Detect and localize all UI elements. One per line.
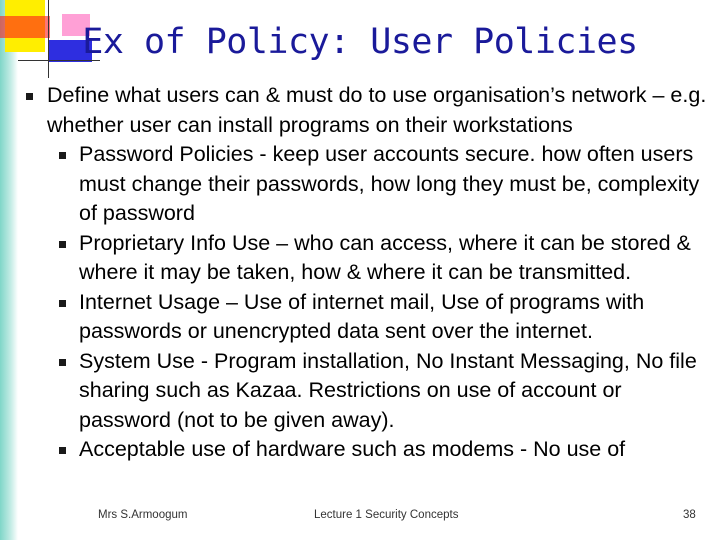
sub-bullet-text: Internet Usage – Use of internet mail, Use of programs with passwords or unencrypted data sent over the internet.	[79, 289, 645, 343]
sub-bullet-item	[20, 347, 710, 436]
slide-title: Ex of Policy: User Policies	[82, 22, 638, 62]
sub-bullet-text: Password Policies - keep user accounts secure. how often users must change their passwords, how long they must be, complexity of password	[79, 142, 700, 225]
footer-page-number: 38	[683, 509, 696, 521]
footer-author: Mrs S.Armoogum	[98, 509, 188, 521]
sub-bullet-text: System Use - Program installation, No Instant Messaging, No file sharing such as Kazaa. Restrictions on use of account or password (not to be given away).	[79, 348, 697, 432]
square-bullet-icon	[59, 241, 66, 248]
main-bullet-item	[20, 81, 710, 140]
sub-bullet-item	[20, 140, 710, 229]
sub-bullet-text: Acceptable use of hardware such as modems - No use of	[79, 437, 626, 461]
square-bullet-icon	[59, 447, 66, 454]
square-bullet-icon	[59, 300, 66, 307]
square-bullet-icon	[59, 359, 66, 366]
slide-content	[20, 81, 710, 465]
sub-bullet-text: Proprietary Info Use – who can access, where it can be stored & where it may be taken, how & where it can be transmitted.	[79, 230, 691, 284]
sub-bullet-item	[20, 435, 710, 465]
sub-bullet-item	[20, 229, 710, 288]
main-bullet-text: Define what users can & must do to use organisation’s network – e.g. whether user can install programs on their workstations	[47, 83, 707, 137]
sub-bullet-item	[20, 288, 710, 347]
footer-lecture: Lecture 1 Security Concepts	[314, 509, 459, 521]
side-gradient-bar	[0, 0, 18, 540]
square-bullet-icon	[59, 152, 66, 159]
square-bullet-icon	[26, 93, 33, 100]
